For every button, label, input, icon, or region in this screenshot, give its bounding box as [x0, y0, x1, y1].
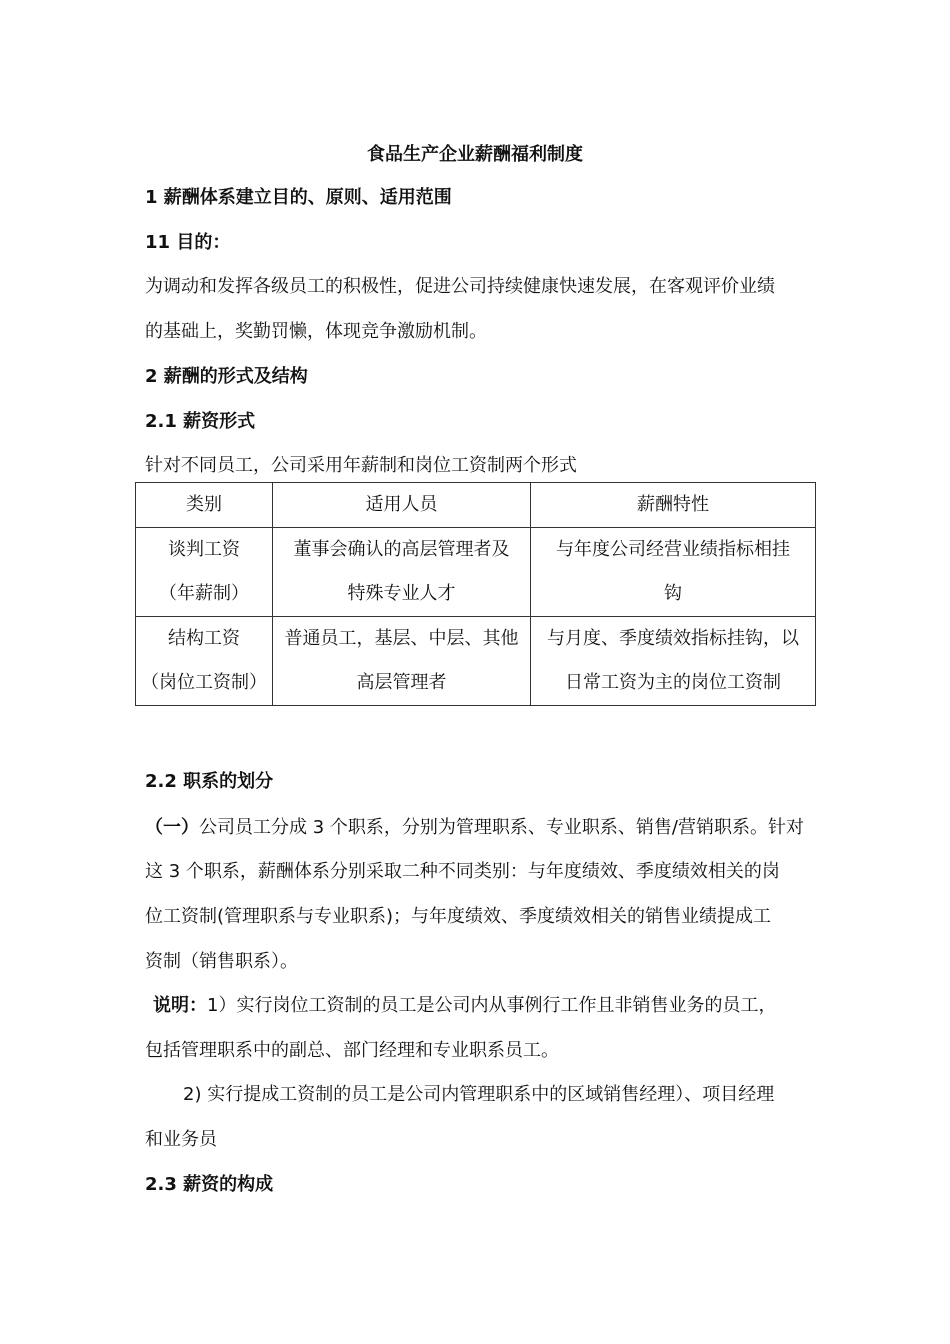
table-cell [136, 528, 273, 617]
section-2-2-para-line [145, 816, 815, 840]
cell-line: （年薪制） [159, 583, 249, 604]
note-2-line: 2) 实行提成工资制的员工是公司内管理职系中的区域销售经理）、项目经理 [183, 1084, 775, 1105]
table-header-cell: 类别 [136, 483, 273, 528]
table-header-cell: 薪酬特性 [531, 483, 816, 528]
section-1-1-body-line: 的基础上，奖勤罚懒，体现竞争激励机制。 [145, 321, 487, 342]
table-row [136, 528, 816, 617]
section-2-2-para-line: 资制（销售职系）。 [145, 951, 298, 972]
doc-title: 食品生产企业薪酬福利制度 [367, 144, 583, 165]
section-1-1-body-line: 为调动和发挥各级员工的积极性，促进公司持续健康快速发展，在客观评价业绩 [145, 276, 775, 297]
cell-line: 钩 [664, 583, 682, 604]
cell-line: 日常工资为主的岗位工资制 [565, 672, 781, 693]
cell-line: 特殊专业人才 [347, 583, 456, 604]
table-cell [531, 528, 816, 617]
note-text: 1）实行岗位工资制的员工是公司内从事例行工作且非销售业务的员工， [207, 995, 777, 1016]
table-cell [273, 528, 531, 617]
table-cell [531, 617, 816, 706]
table-row [136, 617, 816, 706]
note-line: 包括管理职系中的副总、部门经理和专业职系员工。 [145, 1040, 559, 1061]
cell-line: （岗位工资制） [141, 672, 267, 693]
section-1-heading: 1 薪酬体系建立目的、原则、适用范围 [145, 187, 452, 208]
section-2-2-para-line: 这 3 个职系，薪酬体系分别采取二种不同类别：与年度绩效、季度绩效相关的岗 [145, 861, 780, 882]
note-line [153, 994, 823, 1018]
para-text: 公司员工分成 3 个职系，分别为管理职系、专业职系、销售/营销职系。针对 [199, 817, 804, 838]
section-1-1-heading: 11 目的： [145, 232, 231, 253]
table-header-cell: 适用人员 [273, 483, 531, 528]
salary-form-table [135, 482, 816, 706]
cell-line: 董事会确认的高层管理者及 [293, 539, 510, 560]
cell-line: 结构工资 [168, 628, 240, 649]
section-2-2-heading: 2.2 职系的划分 [145, 771, 274, 792]
section-2-1-intro: 针对不同员工，公司采用年薪制和岗位工资制两个形式 [145, 455, 577, 476]
section-2-3-heading: 2.3 薪资的构成 [145, 1174, 274, 1195]
table-cell [273, 617, 531, 706]
cell-line: 与年度公司经营业绩指标相挂 [556, 539, 790, 560]
table-cell [136, 617, 273, 706]
section-2-1-heading: 2.1 薪资形式 [145, 411, 256, 432]
cell-line: 高层管理者 [356, 672, 447, 693]
cell-line: 与月度、季度绩效指标挂钩，以 [547, 628, 799, 649]
para-label: （一） [145, 817, 199, 838]
table-header-row [136, 483, 816, 528]
section-2-heading: 2 薪酬的形式及结构 [145, 366, 308, 387]
note-2-line: 和业务员 [145, 1129, 217, 1150]
note-label: 说明： [153, 995, 207, 1016]
cell-line: 普通员工，基层、中层、其他 [284, 628, 519, 649]
section-2-2-para-line: 位工资制(管理职系与专业职系)；与年度绩效、季度绩效相关的销售业绩提成工 [145, 906, 772, 927]
cell-line: 谈判工资 [168, 539, 240, 560]
